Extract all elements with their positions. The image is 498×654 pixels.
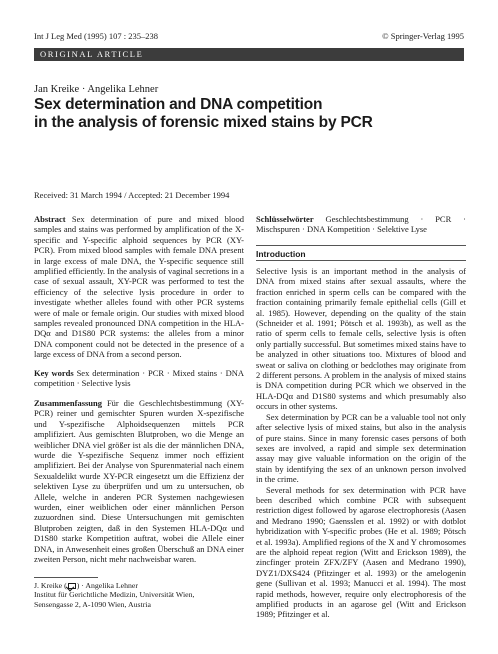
article-title bbox=[34, 96, 474, 132]
section-rule-top bbox=[256, 245, 466, 246]
schluesselwoerter-label: Schlüsselwörter bbox=[256, 214, 314, 224]
copyright: © Springer-Verlag 1995 bbox=[382, 31, 464, 41]
zusammenfassung-label: Zusammenfassung bbox=[34, 398, 103, 408]
author-list: Jan Kreike · Angelika Lehner bbox=[34, 84, 159, 95]
affiliation-line: Institut für Gerichtliche Medizin, Universität Wien, bbox=[34, 590, 195, 600]
introduction-heading: Introduction bbox=[256, 249, 306, 259]
abstract-label: Abstract bbox=[34, 214, 66, 224]
address-line: Sensengasse 2, A-1090 Wien, Austria bbox=[34, 599, 151, 609]
coauthor: · Angelika Lehner bbox=[81, 581, 138, 590]
envelope-icon bbox=[68, 583, 76, 589]
running-header bbox=[34, 31, 464, 41]
footnote-rule bbox=[34, 577, 98, 578]
title-line-2: in the analysis of forensic mixed stains by PCR bbox=[34, 114, 373, 131]
schluesselwoerter-text: Geschlechtsbestimmung · PCR · Mischspuren · DNA Kompetition · Selektive Lyse bbox=[256, 214, 466, 235]
schluesselwoerter bbox=[256, 214, 466, 235]
article-type-banner: ORIGINAL ARTICLE bbox=[34, 48, 464, 61]
intro-paragraph-3: Several methods for sex determination with PCR have been described which combine PCR with subsequent restriction digest followed by agarose electrophoresis (Aasen and Medrano 1990; Gaensslen et al. 1992) or with dotblot hybridization with Y-specific probes (He et al. 1989; Pötsch et al. 1993a). Amplified regions of the X and Y chromosomes are the alphoid repeat region (Witt and Erickson 1989), the zincfinger protein ZFX/ZFY (Aasen and Medrano 1990), DYZ1/DXS424 (Pfitzinger et al. 1993) or the amelogenin gene (Sullivan et al. 1993; Manucci et al. 1994). The most rapid methods, however, require only electrophoresis of the amplified products in an agarose gel (Witt and Erickson 1989; Pfitzinger et al. bbox=[256, 484, 466, 620]
abstract bbox=[34, 214, 244, 360]
received-dates: Received: 31 March 1994 / Accepted: 21 December 1994 bbox=[34, 190, 230, 200]
section-rule-bottom bbox=[256, 260, 466, 261]
intro-paragraph-2: Sex determination by PCR can be a valuable tool not only after selective lysis of mixed stains, but also in the analysis of pure stains. Since in many forensic cases persons of both sexes are involved, a rapid and simple sex determination assay may give valuable information on the origin of the stain by identifying the sex of an unknown person involved in the crime. bbox=[256, 411, 466, 485]
keywords bbox=[34, 368, 244, 389]
keywords-text: Sex determination · PCR · Mixed stains · DNA competition · Selective lysis bbox=[34, 368, 244, 389]
title-line-1: Sex determination and DNA competition bbox=[34, 96, 323, 113]
introduction-body bbox=[256, 266, 466, 620]
correspondence-footnote: J. Kreike ( ) · Angelika Lehner Institut für Gerichtliche Medizin, Universität Wien, Sensengasse 2, A-1090 Wien, Austria bbox=[34, 581, 244, 609]
zusammenfassung bbox=[34, 398, 244, 565]
abstract-text: Sex determination of pure and mixed blood samples and stains was performed by amplification of the X-specific and Y-specific alphoid sequences by PCR (XY-PCR). From mixed blood samples with female DNA present in large excess of male DNA, the Y-specific sequence still amplified efficiently. In the analysis of vaginal secretions in a case of sexual assault, XY-PCR was performed to test the efficiency of the selective lysis procedure in order to investigate whether alleles found with other PCR systems were of male or female origin. Our studies with mixed blood samples revealed pronounced DNA competition in the HLA-DQα and D1S80 PCR systems: the alleles from a minor DNA component could not be detected in the presence of a large excess of DNA from a second person. bbox=[34, 214, 245, 360]
zusammenfassung-text: Für die Geschlechtsbestimmung (XY-PCR) reiner und gemischter Spuren wurden X-spezifische und Y-spezifische Alphoidsequenzen mittels PCR amplifiziert. Aus gemischten Blutproben, wo die Menge an weiblicher DNA viel größer ist als die der männlichen DNA, wurde die Y-spezifische Sequenz immer noch effizient amplifiziert. Bei der Analyse von Spurenmaterial nach einem Sexualdelikt wurde XY-PCR eingesetzt um die Effizienz der selektiven Lyse zu überprüfen und um zu untersuchen, ob Allele, welche in anderen PCR Systemen nachgewiesen wurden, einer weiblichen oder einer männlichen Person zuzuordnen sind. Diese Untersuchungen mit gemischten Blutproben zeigten, daß in den Systemen HLA-DQα und D1S80 starke Kompetition auftrat, wobei die Allele einer DNA, in Anwesenheit eines großen Überschuß an DNA einer zweiten Person, nicht mehr nachweisbar waren. bbox=[34, 398, 244, 565]
intro-paragraph-1: Selective lysis is an important method in the analysis of DNA from mixed stains after sexual assaults, where the fraction enriched in sperm cells can be compared with the fraction containing primarily female epithelial cells (Gill et al. 1985). However, depending on the quality of the stain (Schneider et al. 1991; Pötsch et al. 1993b), as well as the ratio of sperm cells to female cells, selective lysis is often only partially successful. But sometimes mixed stains have to be analyzed in other situations too. Mixtures of blood and sweat or saliva on clothing or bedclothes may originate from 2 different persons. A problem in the analysis of mixed stains is DNA competition during PCR which we observed in the HLA-DQα and D1S80 systems and which presumably also occurs in other systems. bbox=[256, 266, 466, 412]
keywords-label: Key words bbox=[34, 368, 74, 378]
journal-citation: Int J Leg Med (1995) 107 : 235–238 bbox=[34, 31, 158, 41]
corresponding-author: J. Kreike bbox=[34, 581, 63, 590]
